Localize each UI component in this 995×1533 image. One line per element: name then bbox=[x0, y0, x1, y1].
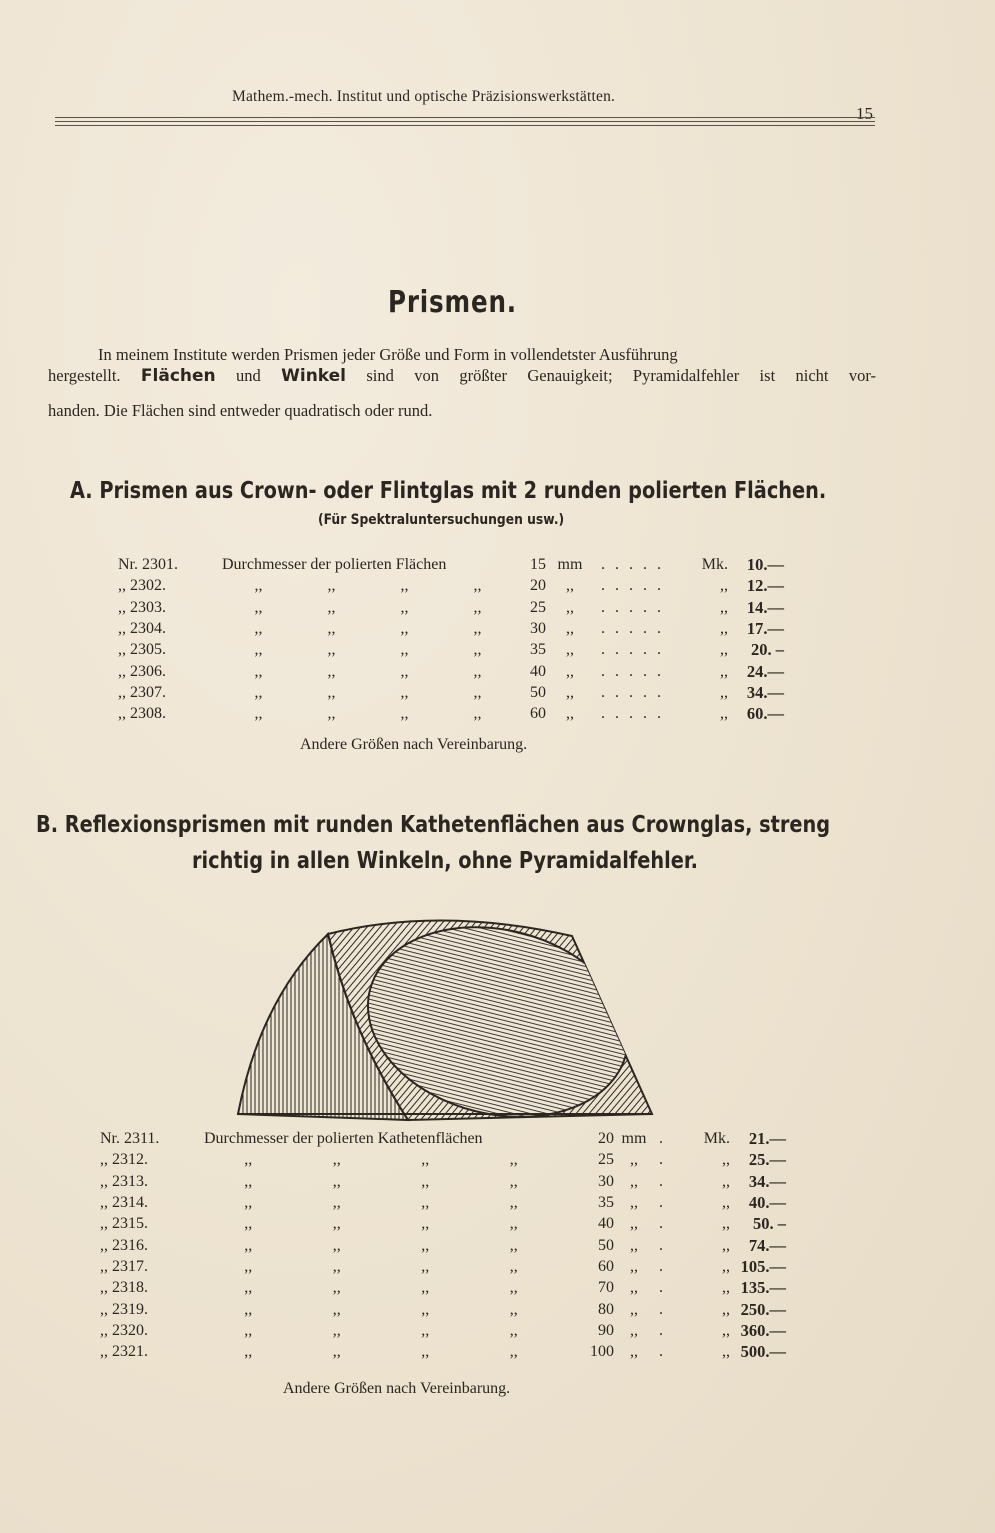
item-number: ,, 2314. bbox=[100, 1194, 148, 1212]
currency-ditto: ,, bbox=[720, 620, 728, 638]
currency: Mk. bbox=[703, 1130, 730, 1148]
ditto-mark: ,, bbox=[400, 577, 409, 595]
ditto-mark: ,, bbox=[421, 1194, 430, 1212]
item-size: 70 bbox=[598, 1279, 614, 1297]
table-row bbox=[100, 1341, 786, 1362]
item-size: 30 bbox=[598, 1172, 614, 1190]
price-table-b bbox=[100, 1128, 786, 1362]
ditto-mark: ,, bbox=[332, 1321, 341, 1339]
ditto-mark: ,, bbox=[244, 1300, 253, 1318]
leader-dots: ..... bbox=[601, 641, 671, 659]
ditto-mark: ,, bbox=[473, 577, 482, 595]
item-price: 34.— bbox=[746, 682, 784, 702]
table-row bbox=[118, 660, 784, 681]
leader-dots: . bbox=[659, 1257, 673, 1275]
section-b-title-line-1: B. Reflexionsprismen mit runden Kathetenflächen aus Crownglas, streng bbox=[36, 812, 831, 838]
ditto-mark: ,, bbox=[421, 1215, 430, 1233]
leader-dots: ..... bbox=[601, 620, 671, 638]
table-row bbox=[118, 597, 784, 618]
leader-dots: . bbox=[659, 1172, 673, 1190]
ditto-mark: ,, bbox=[473, 620, 482, 638]
ditto-mark: ,, bbox=[332, 1300, 341, 1318]
leader-dots: . bbox=[659, 1236, 673, 1254]
item-size: 60 bbox=[598, 1257, 614, 1275]
ditto-mark: ,, bbox=[244, 1321, 253, 1339]
ditto-mark: ,, bbox=[244, 1172, 253, 1190]
item-unit-ditto: ,, bbox=[630, 1257, 638, 1275]
currency-ditto: ,, bbox=[720, 705, 728, 723]
table-row bbox=[100, 1320, 786, 1341]
intro-bold-winkel: Winkel bbox=[281, 366, 347, 386]
ditto-mark: ,, bbox=[244, 1236, 253, 1254]
item-unit-ditto: ,, bbox=[566, 705, 574, 723]
ditto-mark: ,, bbox=[509, 1194, 518, 1212]
ditto-mark: ,, bbox=[400, 641, 409, 659]
item-description-ditto bbox=[222, 618, 514, 639]
currency-ditto: ,, bbox=[722, 1194, 730, 1212]
ditto-mark: ,, bbox=[509, 1172, 518, 1190]
item-unit-ditto: ,, bbox=[566, 683, 574, 701]
item-size: 40 bbox=[598, 1215, 614, 1233]
running-header: Mathem.-mech. Institut und optische Präzisionswerkstätten. bbox=[232, 88, 616, 105]
item-description-ditto bbox=[204, 1320, 558, 1341]
item-number: ,, 2304. bbox=[118, 620, 166, 638]
intro-text: und bbox=[236, 366, 261, 385]
item-unit-ditto: ,, bbox=[630, 1279, 638, 1297]
currency-ditto: ,, bbox=[720, 662, 728, 680]
currency-ditto: ,, bbox=[720, 683, 728, 701]
item-price: 74.— bbox=[748, 1235, 786, 1255]
item-size: 35 bbox=[530, 641, 546, 659]
item-number: ,, 2313. bbox=[100, 1172, 148, 1190]
item-size: 25 bbox=[598, 1151, 614, 1169]
ditto-mark: ,, bbox=[254, 683, 263, 701]
item-price: 21.— bbox=[748, 1129, 786, 1149]
item-unit-ditto: ,, bbox=[630, 1300, 638, 1318]
currency-ditto: ,, bbox=[722, 1236, 730, 1254]
section-b-note: Andere Größen nach Vereinbarung. bbox=[283, 1380, 511, 1397]
currency-ditto: ,, bbox=[722, 1300, 730, 1318]
ditto-mark: ,, bbox=[254, 577, 263, 595]
leader-dots: ..... bbox=[601, 577, 671, 595]
table-row bbox=[100, 1171, 786, 1192]
intro-line-3: handen. Die Flächen sind entweder quadratisch oder rund. bbox=[48, 401, 433, 420]
table-row bbox=[118, 618, 784, 639]
ditto-mark: ,, bbox=[244, 1215, 253, 1233]
item-number: ,, 2305. bbox=[118, 641, 166, 659]
ditto-mark: ,, bbox=[254, 705, 263, 723]
ditto-mark: ,, bbox=[509, 1151, 518, 1169]
header-rule bbox=[55, 121, 875, 122]
item-unit-ditto: ,, bbox=[630, 1236, 638, 1254]
item-unit-ditto: ,, bbox=[566, 641, 574, 659]
item-description-ditto bbox=[204, 1234, 558, 1255]
item-number: ,, 2302. bbox=[118, 577, 166, 595]
table-row bbox=[118, 575, 784, 596]
item-number: ,, 2303. bbox=[118, 598, 166, 616]
ditto-mark: ,, bbox=[327, 683, 336, 701]
item-description-ditto bbox=[204, 1192, 558, 1213]
intro-bold-flaechen: Flächen bbox=[140, 366, 216, 386]
ditto-mark: ,, bbox=[332, 1172, 341, 1190]
ditto-mark: ,, bbox=[327, 641, 336, 659]
item-price: 135.— bbox=[740, 1278, 786, 1298]
currency-ditto: ,, bbox=[722, 1172, 730, 1190]
item-price: 24.— bbox=[746, 661, 784, 681]
item-number: ,, 2321. bbox=[100, 1343, 148, 1361]
leader-dots: . bbox=[659, 1194, 673, 1212]
leader-dots: . bbox=[659, 1300, 673, 1318]
ditto-mark: ,, bbox=[509, 1300, 518, 1318]
ditto-mark: ,, bbox=[421, 1300, 430, 1318]
section-a-note: Andere Größen nach Vereinbarung. bbox=[300, 736, 528, 753]
leader-dots: . bbox=[659, 1151, 673, 1169]
item-price: 34.— bbox=[748, 1171, 786, 1191]
item-unit-ditto: ,, bbox=[630, 1343, 638, 1361]
leader-dots: . bbox=[659, 1279, 673, 1297]
table-row bbox=[100, 1128, 786, 1149]
ditto-mark: ,, bbox=[473, 662, 482, 680]
ditto-mark: ,, bbox=[509, 1343, 518, 1361]
table-row bbox=[100, 1256, 786, 1277]
item-price: 25.— bbox=[748, 1150, 786, 1170]
table-row bbox=[118, 703, 784, 724]
ditto-mark: ,, bbox=[332, 1194, 341, 1212]
item-description-ditto bbox=[222, 703, 514, 724]
ditto-mark: ,, bbox=[327, 620, 336, 638]
item-description-ditto bbox=[204, 1298, 558, 1319]
price-table-a bbox=[118, 554, 784, 724]
leader-dots: ..... bbox=[601, 598, 671, 616]
ditto-mark: ,, bbox=[400, 662, 409, 680]
table-row bbox=[100, 1192, 786, 1213]
item-size: 90 bbox=[598, 1321, 614, 1339]
intro-text: sind von größter Genauigkeit; Pyramidalfehler ist nicht vor- bbox=[366, 366, 877, 385]
item-number: Nr. 2311. bbox=[100, 1130, 160, 1148]
item-price: 500.— bbox=[740, 1342, 786, 1362]
currency-ditto: ,, bbox=[722, 1279, 730, 1297]
item-description-ditto bbox=[222, 575, 514, 596]
ditto-mark: ,, bbox=[244, 1194, 253, 1212]
header-rule bbox=[55, 117, 875, 118]
item-number: ,, 2307. bbox=[118, 683, 166, 701]
ditto-mark: ,, bbox=[473, 683, 482, 701]
item-unit: mm bbox=[557, 556, 583, 574]
page-number: 15 bbox=[856, 104, 873, 123]
ditto-mark: ,, bbox=[421, 1151, 430, 1169]
item-size: 25 bbox=[530, 598, 546, 616]
ditto-mark: ,, bbox=[327, 705, 336, 723]
ditto-mark: ,, bbox=[421, 1321, 430, 1339]
currency-ditto: ,, bbox=[722, 1257, 730, 1275]
item-size: 20 bbox=[530, 577, 546, 595]
leader-dots: ..... bbox=[601, 662, 671, 680]
leader-dots: . bbox=[659, 1343, 673, 1361]
ditto-mark: ,, bbox=[400, 705, 409, 723]
currency: Mk. bbox=[701, 556, 728, 574]
item-unit-ditto: ,, bbox=[566, 598, 574, 616]
ditto-mark: ,, bbox=[332, 1215, 341, 1233]
ditto-mark: ,, bbox=[509, 1279, 518, 1297]
item-number: ,, 2306. bbox=[118, 662, 166, 680]
table-row bbox=[118, 682, 784, 703]
item-unit-ditto: ,, bbox=[630, 1321, 638, 1339]
intro-line-2 bbox=[48, 366, 876, 386]
item-number: ,, 2315. bbox=[100, 1215, 148, 1233]
item-price: 360.— bbox=[740, 1320, 786, 1340]
ditto-mark: ,, bbox=[400, 683, 409, 701]
item-number: ,, 2317. bbox=[100, 1257, 148, 1275]
item-price: 12.— bbox=[746, 576, 784, 596]
item-unit-ditto: ,, bbox=[566, 662, 574, 680]
section-b-title-line-2: richtig in allen Winkeln, ohne Pyramidalfehler. bbox=[192, 848, 698, 874]
item-size: 40 bbox=[530, 662, 546, 680]
intro-line-1: In meinem Institute werden Prismen jeder Größe und Form in vollendetster Ausführung bbox=[98, 345, 678, 364]
item-unit: mm bbox=[621, 1130, 647, 1148]
item-description-ditto bbox=[204, 1171, 558, 1192]
item-price: 40.— bbox=[748, 1193, 786, 1213]
ditto-mark: ,, bbox=[254, 620, 263, 638]
currency-ditto: ,, bbox=[722, 1343, 730, 1361]
currency-ditto: ,, bbox=[722, 1215, 730, 1233]
ditto-mark: ,, bbox=[244, 1151, 253, 1169]
ditto-mark: ,, bbox=[254, 598, 263, 616]
item-number: ,, 2308. bbox=[118, 705, 166, 723]
ditto-mark: ,, bbox=[244, 1279, 253, 1297]
item-price: 250.— bbox=[740, 1299, 786, 1319]
item-number: ,, 2312. bbox=[100, 1151, 148, 1169]
ditto-mark: ,, bbox=[509, 1257, 518, 1275]
item-size: 60 bbox=[530, 705, 546, 723]
ditto-mark: ,, bbox=[509, 1236, 518, 1254]
item-size: 50 bbox=[530, 683, 546, 701]
ditto-mark: ,, bbox=[244, 1257, 253, 1275]
ditto-mark: ,, bbox=[400, 620, 409, 638]
table-row bbox=[100, 1277, 786, 1298]
ditto-mark: ,, bbox=[244, 1343, 253, 1361]
item-description: Durchmesser der polierten Flächen bbox=[222, 556, 447, 574]
ditto-mark: ,, bbox=[254, 662, 263, 680]
currency-ditto: ,, bbox=[722, 1151, 730, 1169]
item-price: 10.— bbox=[746, 555, 784, 575]
ditto-mark: ,, bbox=[473, 598, 482, 616]
header-rule bbox=[55, 125, 875, 126]
leader-dots: . bbox=[659, 1130, 673, 1148]
item-size: 20 bbox=[598, 1130, 614, 1148]
leader-dots: ..... bbox=[601, 683, 671, 701]
ditto-mark: ,, bbox=[473, 705, 482, 723]
item-description-ditto bbox=[204, 1277, 558, 1298]
item-description-ditto bbox=[204, 1341, 558, 1362]
item-unit-ditto: ,, bbox=[630, 1215, 638, 1233]
item-size: 35 bbox=[598, 1194, 614, 1212]
item-size: 100 bbox=[590, 1343, 614, 1361]
ditto-mark: ,, bbox=[509, 1321, 518, 1339]
table-row bbox=[118, 554, 784, 575]
ditto-mark: ,, bbox=[421, 1172, 430, 1190]
ditto-mark: ,, bbox=[400, 598, 409, 616]
item-description-ditto bbox=[222, 639, 514, 660]
leader-dots: . bbox=[659, 1321, 673, 1339]
currency-ditto: ,, bbox=[722, 1321, 730, 1339]
item-description-ditto bbox=[204, 1213, 558, 1234]
ditto-mark: ,, bbox=[421, 1279, 430, 1297]
item-size: 15 bbox=[530, 556, 546, 574]
ditto-mark: ,, bbox=[332, 1236, 341, 1254]
ditto-mark: ,, bbox=[327, 598, 336, 616]
ditto-mark: ,, bbox=[421, 1343, 430, 1361]
item-unit-ditto: ,, bbox=[566, 620, 574, 638]
ditto-mark: ,, bbox=[332, 1151, 341, 1169]
item-description-ditto bbox=[204, 1149, 558, 1170]
item-description-ditto bbox=[222, 597, 514, 618]
item-number: ,, 2316. bbox=[100, 1236, 148, 1254]
ditto-mark: ,, bbox=[509, 1215, 518, 1233]
currency-ditto: ,, bbox=[720, 641, 728, 659]
item-size: 50 bbox=[598, 1236, 614, 1254]
ditto-mark: ,, bbox=[332, 1279, 341, 1297]
leader-dots: ..... bbox=[601, 556, 671, 574]
item-number: ,, 2319. bbox=[100, 1300, 148, 1318]
item-description-ditto bbox=[222, 660, 514, 681]
item-number: Nr. 2301. bbox=[118, 556, 178, 574]
table-row bbox=[100, 1213, 786, 1234]
ditto-mark: ,, bbox=[254, 641, 263, 659]
ditto-mark: ,, bbox=[327, 577, 336, 595]
item-unit-ditto: ,, bbox=[630, 1194, 638, 1212]
item-size: 30 bbox=[530, 620, 546, 638]
ditto-mark: ,, bbox=[327, 662, 336, 680]
item-number: ,, 2318. bbox=[100, 1279, 148, 1297]
table-row bbox=[100, 1298, 786, 1319]
ditto-mark: ,, bbox=[421, 1257, 430, 1275]
item-price: 17.— bbox=[746, 619, 784, 639]
table-row bbox=[100, 1234, 786, 1255]
ditto-mark: ,, bbox=[332, 1343, 341, 1361]
item-unit-ditto: ,, bbox=[630, 1151, 638, 1169]
item-description-ditto bbox=[204, 1256, 558, 1277]
currency-ditto: ,, bbox=[720, 577, 728, 595]
item-size: 80 bbox=[598, 1300, 614, 1318]
reflection-prism-illustration bbox=[230, 910, 660, 1125]
item-description: Durchmesser der polierten Kathetenflächen bbox=[204, 1130, 483, 1148]
leader-dots: . bbox=[659, 1215, 673, 1233]
item-price: 20. – bbox=[751, 640, 784, 660]
ditto-mark: ,, bbox=[421, 1236, 430, 1254]
table-row bbox=[100, 1149, 786, 1170]
section-a-title: A. Prismen aus Crown- oder Flintglas mit 2 runden polierten Flächen. bbox=[70, 478, 827, 504]
item-description-ditto bbox=[222, 682, 514, 703]
ditto-mark: ,, bbox=[332, 1257, 341, 1275]
item-number: ,, 2320. bbox=[100, 1321, 148, 1339]
item-price: 60.— bbox=[746, 704, 784, 724]
section-a-subtitle: (Für Spektraluntersuchungen usw.) bbox=[318, 512, 565, 528]
item-price: 105.— bbox=[740, 1256, 786, 1276]
item-unit-ditto: ,, bbox=[630, 1172, 638, 1190]
item-price: 14.— bbox=[746, 597, 784, 617]
intro-text: hergestellt. bbox=[48, 366, 121, 385]
currency-ditto: ,, bbox=[720, 598, 728, 616]
leader-dots: ..... bbox=[601, 705, 671, 723]
table-row bbox=[118, 639, 784, 660]
page-title: Prismen. bbox=[388, 285, 517, 320]
item-price: 50. – bbox=[753, 1214, 786, 1234]
ditto-mark: ,, bbox=[473, 641, 482, 659]
item-unit-ditto: ,, bbox=[566, 577, 574, 595]
